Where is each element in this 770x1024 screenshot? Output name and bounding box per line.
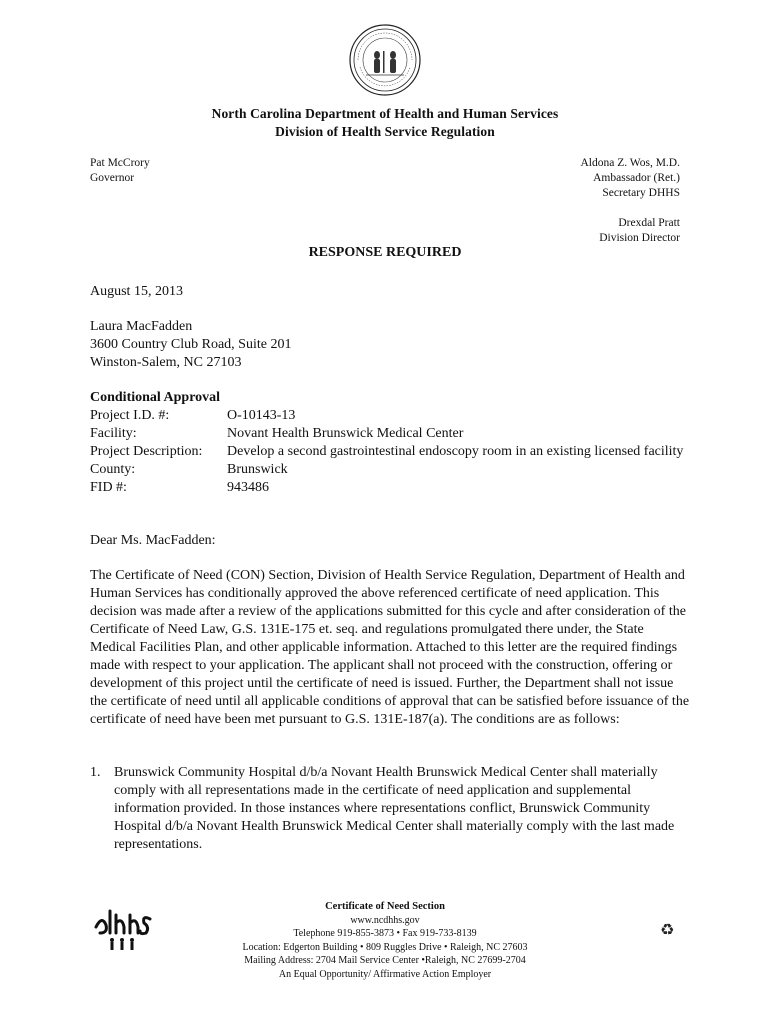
governor-block bbox=[90, 156, 150, 186]
facility-value: Novant Health Brunswick Medical Center bbox=[227, 426, 464, 441]
division-name: Division of Health Service Regulation bbox=[275, 124, 495, 139]
recycle-icon: ♻ bbox=[660, 920, 675, 939]
footer-section-title: Certificate of Need Section bbox=[325, 901, 445, 912]
recipient-name: Laura MacFadden bbox=[90, 319, 193, 334]
footer-location: Location: Edgerton Building • 809 Ruggles Drive • Raleigh, NC 27603 bbox=[242, 941, 528, 953]
letter-date: August 15, 2013 bbox=[90, 284, 183, 299]
footer-mailing: Mailing Address: 2704 Mail Service Center •Raleigh, NC 27699-2704 bbox=[244, 955, 526, 966]
facility-label: Facility: bbox=[90, 426, 137, 441]
facility-row bbox=[90, 425, 690, 443]
director-block bbox=[599, 216, 680, 246]
project-id-row bbox=[90, 407, 690, 425]
governor-title: Governor bbox=[90, 172, 135, 184]
footer-website: www.ncdhhs.gov bbox=[350, 914, 420, 926]
approval-block bbox=[90, 389, 690, 497]
footer bbox=[0, 900, 770, 981]
governor-name: Pat McCrory bbox=[90, 157, 150, 169]
county-value: Brunswick bbox=[227, 462, 288, 477]
recipient-street: 3600 Country Club Road, Suite 201 bbox=[90, 337, 292, 352]
secretary-block bbox=[581, 156, 681, 201]
secretary-name: Aldona Z. Wos, M.D. bbox=[580, 157, 680, 169]
description-row bbox=[90, 443, 690, 461]
recipient-city: Winston-Salem, NC 27103 bbox=[90, 355, 242, 370]
salutation: Dear Ms. MacFadden: bbox=[90, 533, 216, 548]
secretary-title-1: Ambassador (Ret.) bbox=[593, 172, 680, 184]
state-seal-icon bbox=[348, 23, 422, 97]
conditions-list bbox=[90, 764, 690, 854]
department-name: North Carolina Department of Health and Human Services bbox=[211, 106, 559, 121]
recipient-address bbox=[90, 318, 690, 372]
footer-phone-fax: Telephone 919-855-3873 • Fax 919-733-8139 bbox=[293, 928, 477, 939]
list-item bbox=[90, 764, 690, 854]
condition-number: 1. bbox=[90, 765, 101, 780]
description-label: Project Description: bbox=[90, 444, 203, 459]
footer-eoe: An Equal Opportunity/ Affirmative Action Employer bbox=[278, 968, 492, 980]
project-id-value: O-10143-13 bbox=[227, 408, 296, 423]
director-title: Division Director bbox=[599, 232, 680, 244]
project-id-label: Project I.D. #: bbox=[90, 408, 170, 423]
approval-heading: Conditional Approval bbox=[90, 390, 221, 405]
director-name: Drexdal Pratt bbox=[618, 217, 680, 229]
body-paragraph: The Certificate of Need (CON) Section, Division of Health Service Regulation, Department of Health and Human Services has conditionally approved the above referenced certificate of need application. This decision was made after a review of the applications submitted for this cycle and after consideration of the Certificate of Need Law, G.S. 131E-175 et. seq. and regulations promulgated there under, the State Medical Facilities Plan, and other applicable information. Attached to this letter are the required findings made with respect to your application. The applicant shall not proceed with the construction, offering or development of this project until the certificate of need is issued. Further, the Department shall not issue the certificate of need until all applicable conditions of approval that can be satisfied before issuance of the certificate of need have been met pursuant to G.S. 131E-187(a). The conditions are as follows: bbox=[90, 568, 690, 727]
description-value: Develop a second gastrointestinal endoscopy room in an existing licensed facility bbox=[227, 444, 684, 459]
secretary-title-2: Secretary DHHS bbox=[602, 187, 680, 199]
condition-text: Brunswick Community Hospital d/b/a Novant Health Brunswick Medical Center shall materially comply with all representations made in the certificate of need application and supplemental information provided. In those instances where representations conflict, Brunswick Community Hospital d/b/a Novant Health Brunswick Medical Center shall materially comply with the last made representations. bbox=[114, 765, 675, 852]
county-label: County: bbox=[90, 462, 136, 477]
response-required-heading: RESPONSE REQUIRED bbox=[308, 245, 462, 260]
fid-label: FID #: bbox=[90, 480, 127, 495]
fid-row bbox=[90, 479, 690, 497]
fid-value: 943486 bbox=[227, 480, 269, 495]
county-row bbox=[90, 461, 690, 479]
